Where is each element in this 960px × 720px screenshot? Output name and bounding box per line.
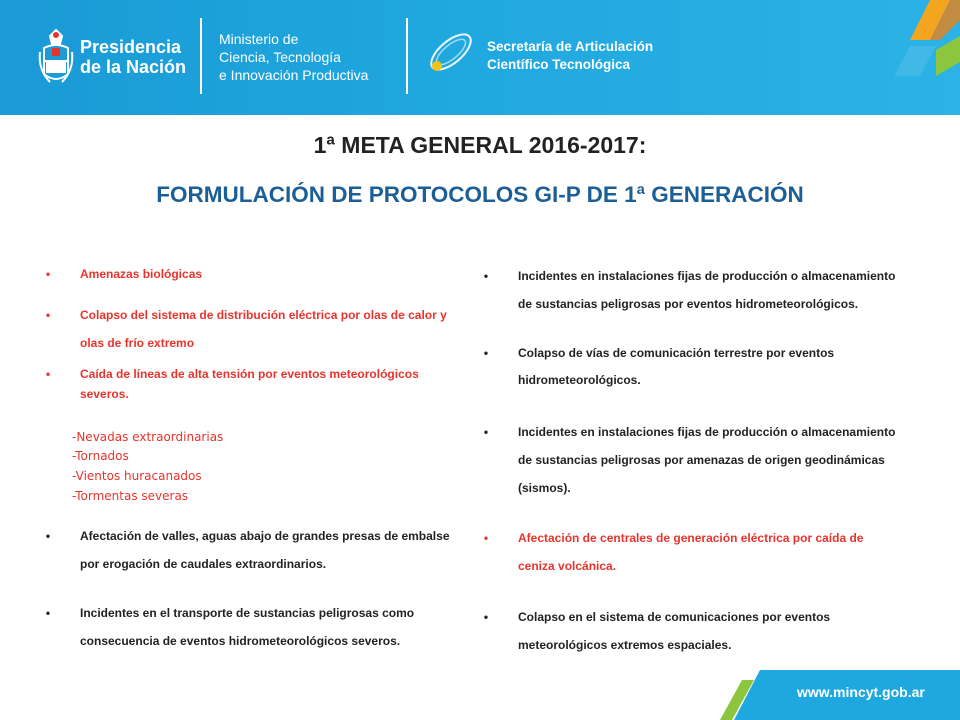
presidency-line2: de la Nación — [80, 57, 187, 77]
list-item — [45, 599, 475, 655]
bullet-dot-icon: • — [483, 425, 489, 439]
list-item-text: Caída de líneas de alta tensión por eventos meteorológicos — [80, 367, 419, 381]
list-item-text: hidrometeorológicos. — [518, 373, 641, 387]
list-item-text: Afectación de centrales de generación eléctrica por caída de — [518, 531, 864, 545]
bullet-dot-icon: • — [483, 531, 489, 545]
presidency-label — [80, 37, 186, 77]
secretariat-line2: Científico Tecnológica — [487, 57, 631, 72]
sub-list-item: -Tornados — [72, 449, 129, 463]
sub-list-item: -Tormentas severas — [72, 489, 189, 503]
header-divider — [406, 18, 408, 94]
list-item — [483, 524, 938, 580]
list-item-text: Colapso de vías de comunicación terrestre por eventos — [518, 346, 835, 360]
bullet-dot-icon: • — [45, 529, 51, 543]
ministry-line3: e Innovación Productiva — [219, 67, 369, 83]
bullet-dot-icon: • — [45, 367, 51, 381]
list-item — [483, 262, 938, 318]
decorative-stripes — [890, 0, 960, 115]
header-banner — [0, 0, 960, 115]
list-item-text: consecuencia de eventos hidrometeorológicos severos. — [80, 634, 401, 648]
list-item-text: por erogación de caudales extraordinarios. — [80, 557, 327, 571]
argentina-coat-of-arms-icon — [38, 26, 74, 88]
list-item — [45, 262, 470, 287]
list-item-text: severos. — [80, 387, 129, 401]
list-item-text: Incidentes en instalaciones fijas de producción o almacenamiento — [518, 269, 896, 283]
list-item — [483, 603, 938, 659]
list-item-text: de sustancias peligrosas por eventos hidrometeorológicos. — [518, 297, 859, 311]
list-item — [483, 418, 938, 502]
list-item-text: Colapso del sistema de distribución eléctrica por olas de calor y — [80, 308, 447, 322]
sub-list-item: -Vientos huracanados — [72, 469, 202, 483]
list-item-text: de sustancias peligrosas por amenazas de origen geodinámicas — [518, 453, 885, 467]
secretariat-label — [487, 38, 653, 74]
list-item-text: Incidentes en el transporte de sustancias peligrosas como — [80, 606, 415, 620]
ministry-line1: Ministerio de — [219, 31, 299, 47]
page-title: 1ª META GENERAL 2016-2017: — [313, 132, 647, 158]
presidency-line1: Presidencia — [80, 37, 182, 57]
bullet-dot-icon: • — [483, 346, 489, 360]
list-item — [45, 522, 475, 578]
bullet-dot-icon: • — [45, 267, 51, 281]
list-item-text: olas de frío extremo — [80, 336, 195, 350]
bullet-dot-icon: • — [483, 610, 489, 624]
list-item-text: Incidentes en instalaciones fijas de producción o almacenamiento — [518, 425, 896, 439]
list-item-text: meteorológicos extremos espaciales. — [518, 638, 732, 652]
list-item-text: (sismos). — [518, 481, 571, 495]
bullet-dot-icon: • — [483, 269, 489, 283]
secretariat-orbit-logo-icon — [425, 26, 477, 78]
page-subtitle: FORMULACIÓN DE PROTOCOLOS GI-P DE 1ª GENERACIÓN — [156, 182, 804, 207]
list-item-text: Colapso en el sistema de comunicaciones por eventos — [518, 610, 831, 624]
list-item-text: Amenazas biológicas — [80, 267, 203, 281]
header-divider — [200, 18, 202, 94]
bullet-dot-icon: • — [45, 606, 51, 620]
list-item — [45, 301, 470, 357]
bullet-dot-icon: • — [45, 308, 51, 322]
footer-url[interactable]: www.mincyt.gob.ar — [797, 684, 925, 700]
ministry-label — [219, 30, 368, 84]
ministry-line2: Ciencia, Tecnología — [219, 49, 341, 65]
list-item — [45, 364, 470, 404]
sub-list-item: -Nevadas extraordinarias — [72, 430, 224, 444]
secretariat-line1: Secretaría de Articulación — [487, 39, 654, 54]
list-item — [483, 340, 938, 394]
list-item-text: ceniza volcánica. — [518, 559, 617, 573]
list-item-text: Afectación de valles, aguas abajo de grandes presas de embalse — [80, 529, 450, 543]
